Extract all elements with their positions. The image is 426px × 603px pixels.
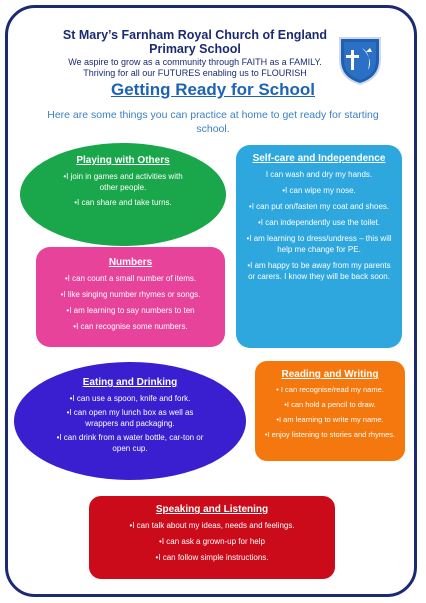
motto-line1: We aspire to grow as a community through FAITH as a FAMILY. [68,57,322,67]
self-care-card [236,145,402,348]
list-item: •I enjoy listening to stories and rhymes. [264,430,396,439]
list-item: • I can recognise/read my name. [276,385,384,394]
list-item: •I can recognise some numbers. [73,322,188,331]
school-motto [40,57,350,79]
reading-and-writing-card [255,361,405,461]
speaking-and-listening-card [89,496,335,579]
numbers-heading: Numbers [108,257,153,268]
school-crest-icon [336,34,384,86]
list-item: •I can open my lunch box as well as wrappers and packaging. [66,408,194,428]
intro-text: Here are some things you can practice at home to get ready for starting school. [47,109,379,135]
page-title: Getting Ready for School [110,80,316,99]
list-item: •I can count a small number of items. [64,274,197,283]
list-item: •I join in games and activities with other people. [63,172,183,192]
list-item: •I can drink from a water bottle, car-ton or open cup. [56,433,204,453]
list-item: •I am learning to dress/undress – this will help me change for PE. [246,234,392,254]
list-item: •I can share and take turns. [74,198,172,207]
list-item: •I am happy to be away from my parents or carers. I know they will be back soon. [247,261,391,281]
list-item: •I can wipe my nose. [282,186,356,195]
list-item: •I am learning to write my name. [276,415,384,424]
list-item: •I can hold a pencil to draw. [284,400,376,409]
list-item: •I can follow simple instructions. [155,553,269,562]
selfcare-heading: Self-care and Independence [252,153,386,164]
speaking-heading: Speaking and Listening [155,504,269,515]
school-name [40,28,350,56]
list-item: •I can use a spoon, knife and fork. [69,394,191,403]
school-name-line2: Primary School [149,42,241,56]
numbers-card [36,247,225,347]
list-item: •I like singing number rhymes or songs. [60,290,201,299]
list-item: I can wash and dry my hands. [265,170,373,179]
reading-heading: Reading and Writing [281,369,379,380]
list-item: •I am learning to say numbers to ten [66,306,195,315]
motto-line2: Thriving for all our FUTURES enabling us to FLOURISH [83,68,307,78]
list-item: •I can put on/fasten my coat and shoes. [248,202,390,211]
playing-with-others-card [20,143,226,246]
eating-heading: Eating and Drinking [82,377,178,388]
playing-heading: Playing with Others [76,155,170,166]
list-item: •I can ask a grown-up for help [159,537,265,546]
eating-and-drinking-card [14,362,246,480]
school-name-line1: St Mary’s Farnham Royal Church of England [62,28,328,42]
list-item: •I can talk about my ideas, needs and feelings. [129,521,295,530]
list-item: •I can independently use the toilet. [258,218,380,227]
